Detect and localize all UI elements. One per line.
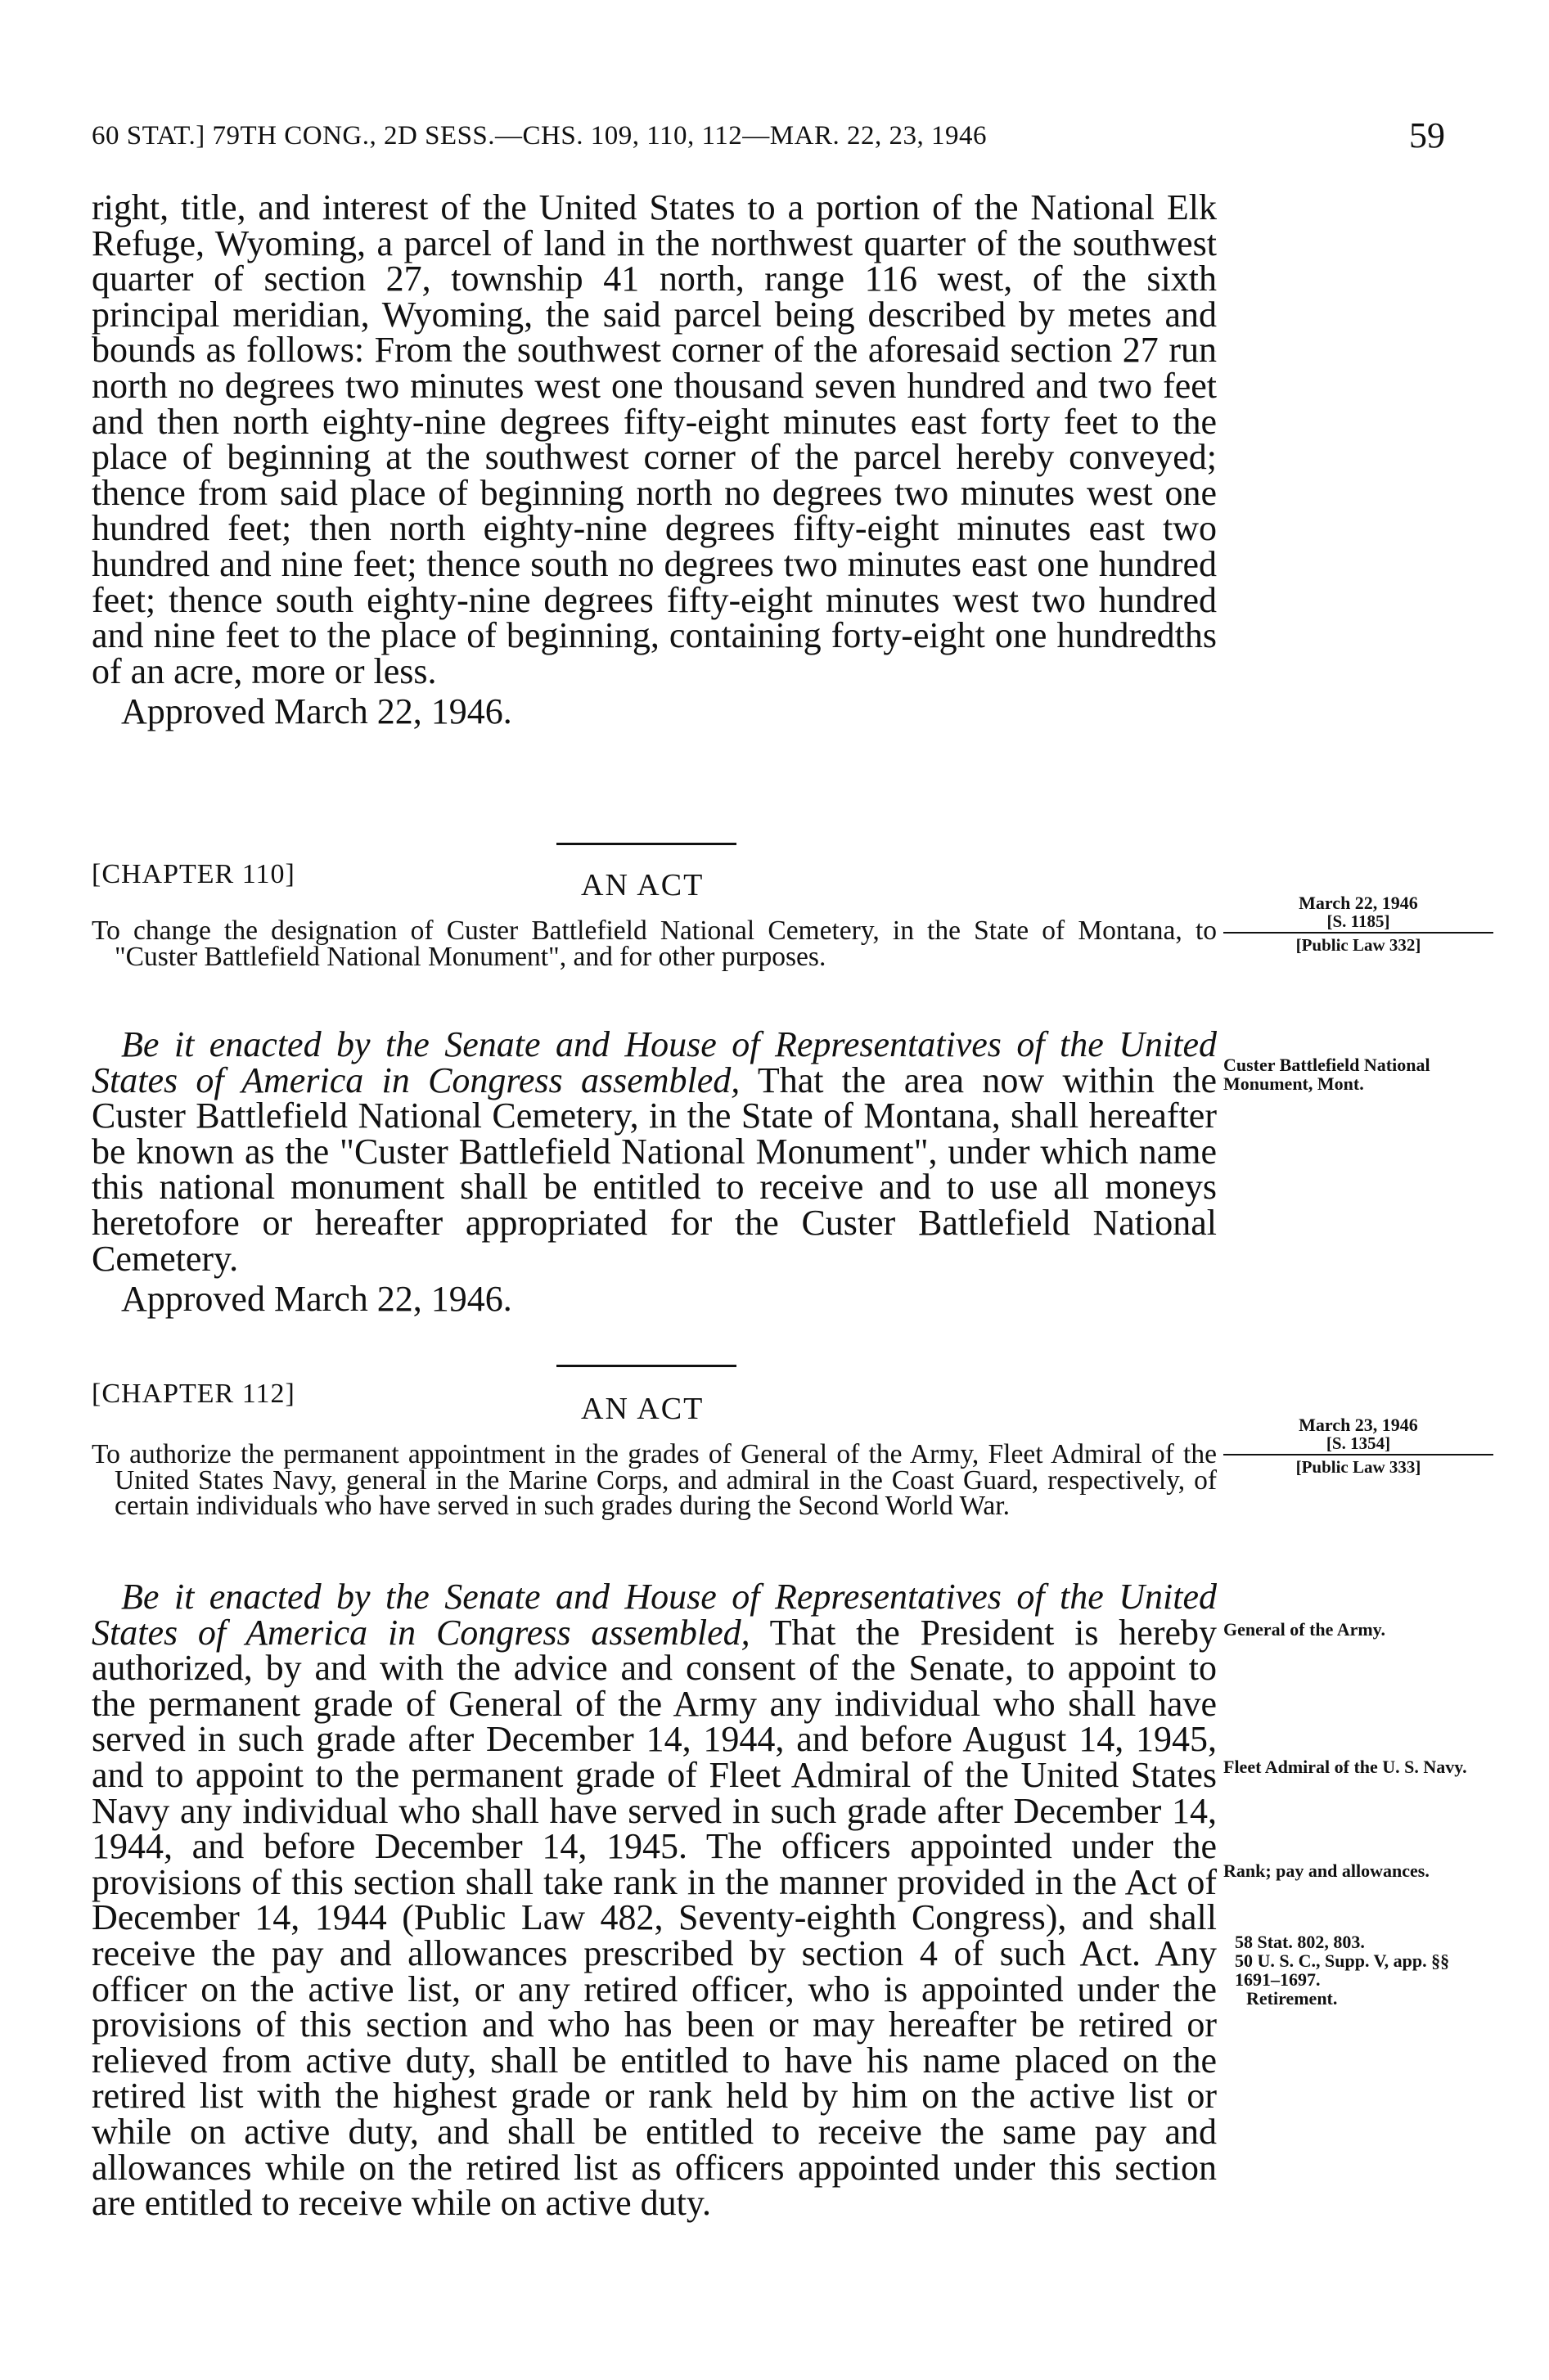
chapter-112-rule xyxy=(556,1365,736,1367)
chapter-110-act-title: AN ACT xyxy=(581,868,705,902)
margin-note-general: General of the Army. xyxy=(1223,1619,1385,1640)
chapter-112-margin-citation xyxy=(1223,1415,1493,1477)
chapter-110-heading: [CHAPTER 110] xyxy=(92,859,295,889)
chapter-110-margin-citation xyxy=(1223,893,1493,955)
chapter-112-body-block xyxy=(92,1577,1218,2224)
margin-note-statutes xyxy=(1223,1932,1469,2008)
chapter-112-margin-date: March 23, 1946 xyxy=(1299,1415,1418,1435)
chapter-112-margin-law: [Public Law 333] xyxy=(1295,1457,1421,1477)
margin-note-fleet-admiral: Fleet Admiral of the U. S. Navy. xyxy=(1223,1757,1467,1777)
chapter-112-enacting-clause: Be it enacted by the Senate and House of Representatives of the United States of America in Congress assembled, xyxy=(92,1577,1217,1653)
chapter-110-margin-law: [Public Law 332] xyxy=(1295,935,1421,955)
margin-note-stat-2: 50 U. S. C., Supp. V, app. §§ 1691–1697. xyxy=(1235,1950,1450,1990)
chapter-110-purpose-block xyxy=(92,918,1217,970)
chapter-110-margin-date: March 22, 1946 xyxy=(1299,893,1418,913)
chapter-110-body-text: That the area now within the Custer Battlefield National Cemetery, in the State of Montana, shall hereafter be known as the "Custer Battlefield National Monument", under which name this national monument shall be entitled to receive and to use all moneys heretofore or hereafter appropriated for the Custer Battlefield National Cemetery. xyxy=(92,1060,1218,1279)
running-head: 60 STAT.] 79TH CONG., 2D SESS.—CHS. 109, 110, 112—MAR. 22, 23, 1946 xyxy=(92,121,987,151)
chapter-112-purpose-block xyxy=(92,1439,1217,1521)
chapter-110-body-block xyxy=(92,1024,1218,1320)
margin-note-retirement: Retirement. xyxy=(1246,1988,1338,2009)
section-text: right, title, and interest of the United States to a portion of the National Elk Refuge, Wyoming, a parcel of land in the northwest quarter of the southwest quarter of section 27, township 41 north, range 116 west, of the sixth principal meridian, Wyoming, the said parcel being described by metes and bounds as follows: From the southwest corner of the aforesaid section 27 run north no degrees two minutes west one thousand seven hundred and two feet and then north eighty-nine degrees fifty-eight minutes east forty feet to the place of beginning at the southwest corner of the parcel hereby conveyed; thence from said place of beginning north no degrees two minutes west one hundred feet; then north eighty-nine degrees fifty-eight minutes east two hundred and nine feet; thence south no degrees two minutes east one hundred feet; thence south eighty-nine degrees fifty-eight minutes west two hundred and nine feet to the place of beginning, containing forty-eight one hundredths of an acre, more or less. xyxy=(92,187,1217,691)
chapter-110-enacting-clause: Be it enacted by the Senate and House of Representatives of the United States of America in Congress assembled, xyxy=(92,1024,1217,1100)
chapter-110-margin-note: Custer Battlefield National Monument, Mont. xyxy=(1223,1055,1430,1094)
chapter-110-body xyxy=(92,1024,1218,1279)
chapter-112-body xyxy=(92,1577,1218,2224)
chapter-112-body-text: That the President is hereby authorized, by and with the advice and consent of the Senate, to appoint to the permanent grade of General of the Army any individual who shall have served in such grade after December 14, 1944, and before August 14, 1945, and to appoint to the permanent grade of Fleet Admiral of the United States Navy any individual who shall have served in such grade after December 14, 1944, and before December 14, 1945. The officers appointed under the provisions of this section shall take rank in the manner provided in the Act of December 14, 1944 (Public Law 482, Seventy-eighth Congress), and shall receive the pay and allowances prescribed by section 4 of such Act. Any officer on the active list, or any retired officer, who is appointed under the provisions of this section and who has been or may hereafter be retired or relieved from active duty, shall be entitled to have his name placed on the retired list with the highest grade or rank held by him on the active list or while on active duty, and shall be entitled to receive the same pay and allowances while on the retired list as officers appointed under this section are entitled to receive while on active duty. xyxy=(92,1612,1218,2224)
margin-note-rank-pay: Rank; pay and allowances. xyxy=(1223,1860,1430,1881)
page-number: 59 xyxy=(1409,115,1445,155)
margin-note-stat-1: 58 Stat. 802, 803. xyxy=(1235,1932,1365,1952)
chapter-112-margin-bill: [S. 1354] xyxy=(1326,1433,1391,1453)
chapter-110-rule xyxy=(556,843,736,845)
chapter-110-purpose: To change the designation of Custer Battlefield National Cemetery, in the State of Montana, to "Custer Battlefield National Monument", and for other purposes. xyxy=(92,916,1217,972)
chapter-112-heading: [CHAPTER 112] xyxy=(92,1379,295,1409)
approved-line: Approved March 22, 1946. xyxy=(121,691,512,732)
chapter-112-margin-rule xyxy=(1223,1454,1493,1455)
chapter-110-approved: Approved March 22, 1946. xyxy=(121,1279,512,1320)
chapter-110-margin-rule xyxy=(1223,932,1493,934)
chapter-112-act-title: AN ACT xyxy=(581,1392,705,1426)
section-continuation xyxy=(92,187,1217,732)
chapter-110-margin-bill: [S. 1185] xyxy=(1326,911,1390,931)
chapter-112-purpose: To authorize the permanent appointment in the grades of General of the Army, Fleet Admiral of the United States Navy, general in the Marine Corps, and admiral in the Coast Guard, respectively, of certain individuals who have served in such grades during the Second World War. xyxy=(92,1439,1217,1521)
